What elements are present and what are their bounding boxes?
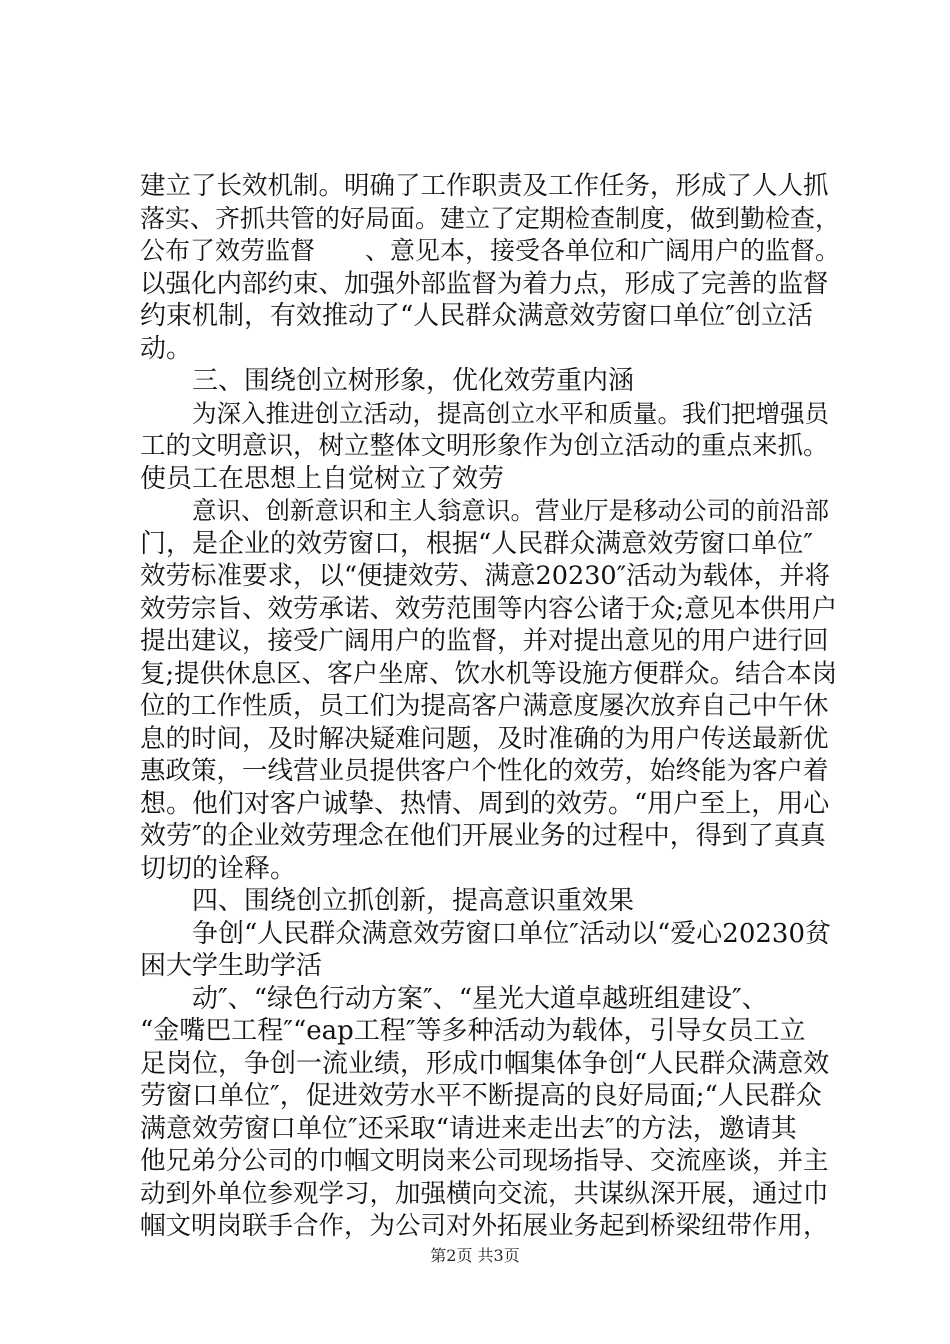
text-line: 困大学生助学活	[140, 951, 323, 981]
page-footer	[0, 1243, 950, 1266]
text-line: 动。	[140, 333, 193, 364]
text-line: 约束机制，有效推动了“人民群众满意效劳窗口单位″创立活	[140, 301, 814, 331]
text-line: 足岗位，争创一流业绩，形成巾帼集体争创“人民群众满意效	[140, 1048, 830, 1079]
text-line: 他兄弟分公司的巾帼文明岗来公司现场指导、交流座谈，并主	[140, 1146, 829, 1176]
text-line: 想。他们对客户诚挚、热情、周到的效劳。“用户至上，用心	[140, 788, 830, 819]
text-line: 使员工在思想上自觉树立了效劳	[140, 463, 505, 494]
text-line: 建立了长效机制。明确了工作职责及工作任务，形成了人人抓	[140, 171, 829, 201]
text-line: 工的文明意识，树立整体文明形象作为创立活动的重点来抓。	[140, 431, 829, 461]
document-body	[140, 170, 840, 1243]
text-line: 公布了效劳监督 、意见本，接受各单位和广阔用户的监督。	[140, 236, 841, 265]
text-line: 意识、创新意识和主人翁意识。营业厅是移动公司的前沿部	[192, 496, 829, 525]
text-line: 帼文明岗联手合作，为公司对外拓展业务起到桥梁纽带作用，	[140, 1211, 829, 1241]
text-line: 位的工作性质，员工们为提高客户满意度屡次放弃自己中午休	[140, 691, 829, 721]
text-line: 惠政策，一线营业员提供客户个性化的效劳，始终能为客户着	[140, 756, 829, 786]
text-line: 满意效劳窗口单位″还采取“请进来走出去″的方法，邀请其	[140, 1113, 797, 1144]
text-line: 三、围绕创立树形象，优化效劳重内涵	[192, 366, 635, 396]
text-line: 劳窗口单位″，促进效劳水平不断提高的良好局面;“人民群众	[140, 1081, 822, 1111]
page-number: 第2页 共3页	[430, 1246, 520, 1265]
text-line: 为深入推进创立活动，提高创立水平和质量。我们把增强员	[192, 398, 829, 428]
text-line: “金嘴巴工程″“eap工程″等多种活动为载体，引导女员工立	[140, 1016, 806, 1046]
text-line: 落实、齐抓共管的好局面。建立了定期检查制度，做到勤检查，	[140, 203, 841, 233]
text-line: 争创“人民群众满意效劳窗口单位″活动以“爱心20230贫	[192, 918, 832, 949]
text-line: 息的时间，及时解决疑难问题，及时准确的为用户传送最新优	[140, 723, 829, 754]
text-line: 复;提供休息区、客户坐席、饮水机等设施方便群众。结合本岗	[140, 658, 838, 689]
text-line: 切切的诠释。	[140, 853, 297, 884]
text-line: 效劳″的企业效劳理念在他们开展业务的过程中，得到了真真	[140, 821, 826, 851]
text-line: 以强化内部约束、加强外部监督为着力点，形成了完善的监督	[140, 268, 829, 299]
text-line: 动到外单位参观学习，加强横向交流，共谋纵深开展，通过巾	[140, 1178, 829, 1209]
text-line: 动″、“绿色行动方案″、“星光大道卓越班组建设″、	[192, 983, 768, 1014]
text-line: 四、围绕创立抓创新，提高意识重效果	[192, 886, 635, 916]
text-line: 提出建议，接受广阔用户的监督，并对提出意见的用户进行回	[140, 626, 829, 656]
text-line: 效劳标准要求，以“便捷效劳、满意20230″活动为载体，并将	[140, 561, 831, 591]
text-line: 效劳宗旨、效劳承诺、效劳范围等内容公诸于众;意见本供用户	[140, 593, 838, 624]
text-line: 门，是企业的效劳窗口，根据“人民群众满意效劳窗口单位″	[140, 528, 814, 559]
